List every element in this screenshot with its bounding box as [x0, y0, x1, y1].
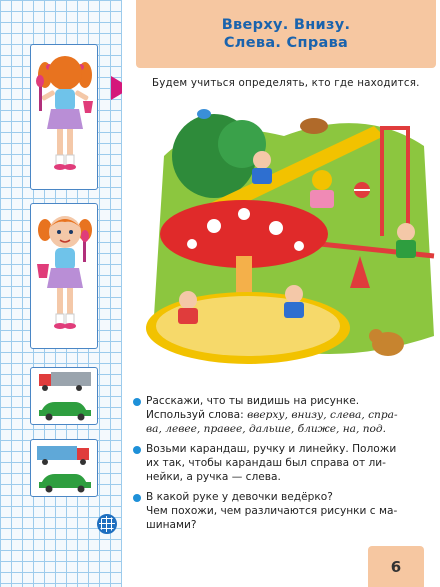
task-text: Используй слова:	[146, 409, 248, 421]
girl-front-image	[31, 204, 98, 349]
task-text: В какой руке у девочки ведёрко?	[146, 491, 333, 503]
bullet-icon	[133, 494, 141, 502]
task-line	[146, 518, 436, 532]
task-line	[146, 422, 436, 436]
task-text-italic: вверху, внизу, слева, спра-	[247, 409, 398, 421]
task-line	[146, 490, 436, 504]
intro-text: Будем учиться определять, кто где находится.	[152, 77, 420, 89]
task-line	[146, 442, 436, 456]
task-list	[132, 394, 436, 538]
page-number: 6	[368, 546, 424, 587]
grid-sidebar	[0, 0, 122, 587]
bullet-icon	[133, 446, 141, 454]
task-line	[146, 394, 436, 408]
task-text-italic: ва, левее, правее, дальше, ближе, на, под.	[146, 423, 387, 435]
playground-illustration	[144, 96, 438, 378]
task-line	[146, 504, 436, 518]
task-item	[132, 490, 436, 532]
task-line	[146, 456, 436, 470]
vehicles-panel-2	[30, 439, 98, 497]
girl-back-image	[31, 45, 98, 190]
vehicles-image-1	[31, 368, 98, 425]
task-item	[132, 394, 436, 436]
task-line	[146, 408, 436, 422]
title-line-2: Слева. Справа	[223, 35, 349, 51]
target-grid-icon	[97, 514, 117, 534]
girl-back-panel	[30, 44, 98, 190]
vehicles-panel-1	[30, 367, 98, 425]
task-text: шинами?	[146, 519, 197, 531]
vehicles-image-2	[31, 440, 98, 497]
main-content	[122, 0, 440, 587]
task-line	[146, 470, 436, 484]
bullet-icon	[133, 398, 141, 406]
task-text: их так, чтобы карандаш был справа от ли-	[146, 457, 387, 469]
task-item	[132, 442, 436, 484]
title-line-1: Вверху. Внизу.	[221, 17, 351, 33]
task-text: Чем похожи, чем различаются рисунки с ма-	[146, 505, 398, 517]
girl-front-panel	[30, 203, 98, 349]
task-text: Возьми карандаш, ручку и линейку. Положи	[146, 443, 397, 455]
title-banner	[136, 0, 436, 68]
task-text: Расскажи, что ты видишь на рисунке.	[146, 395, 360, 407]
task-text: нейки, а ручка — слева.	[146, 471, 281, 483]
